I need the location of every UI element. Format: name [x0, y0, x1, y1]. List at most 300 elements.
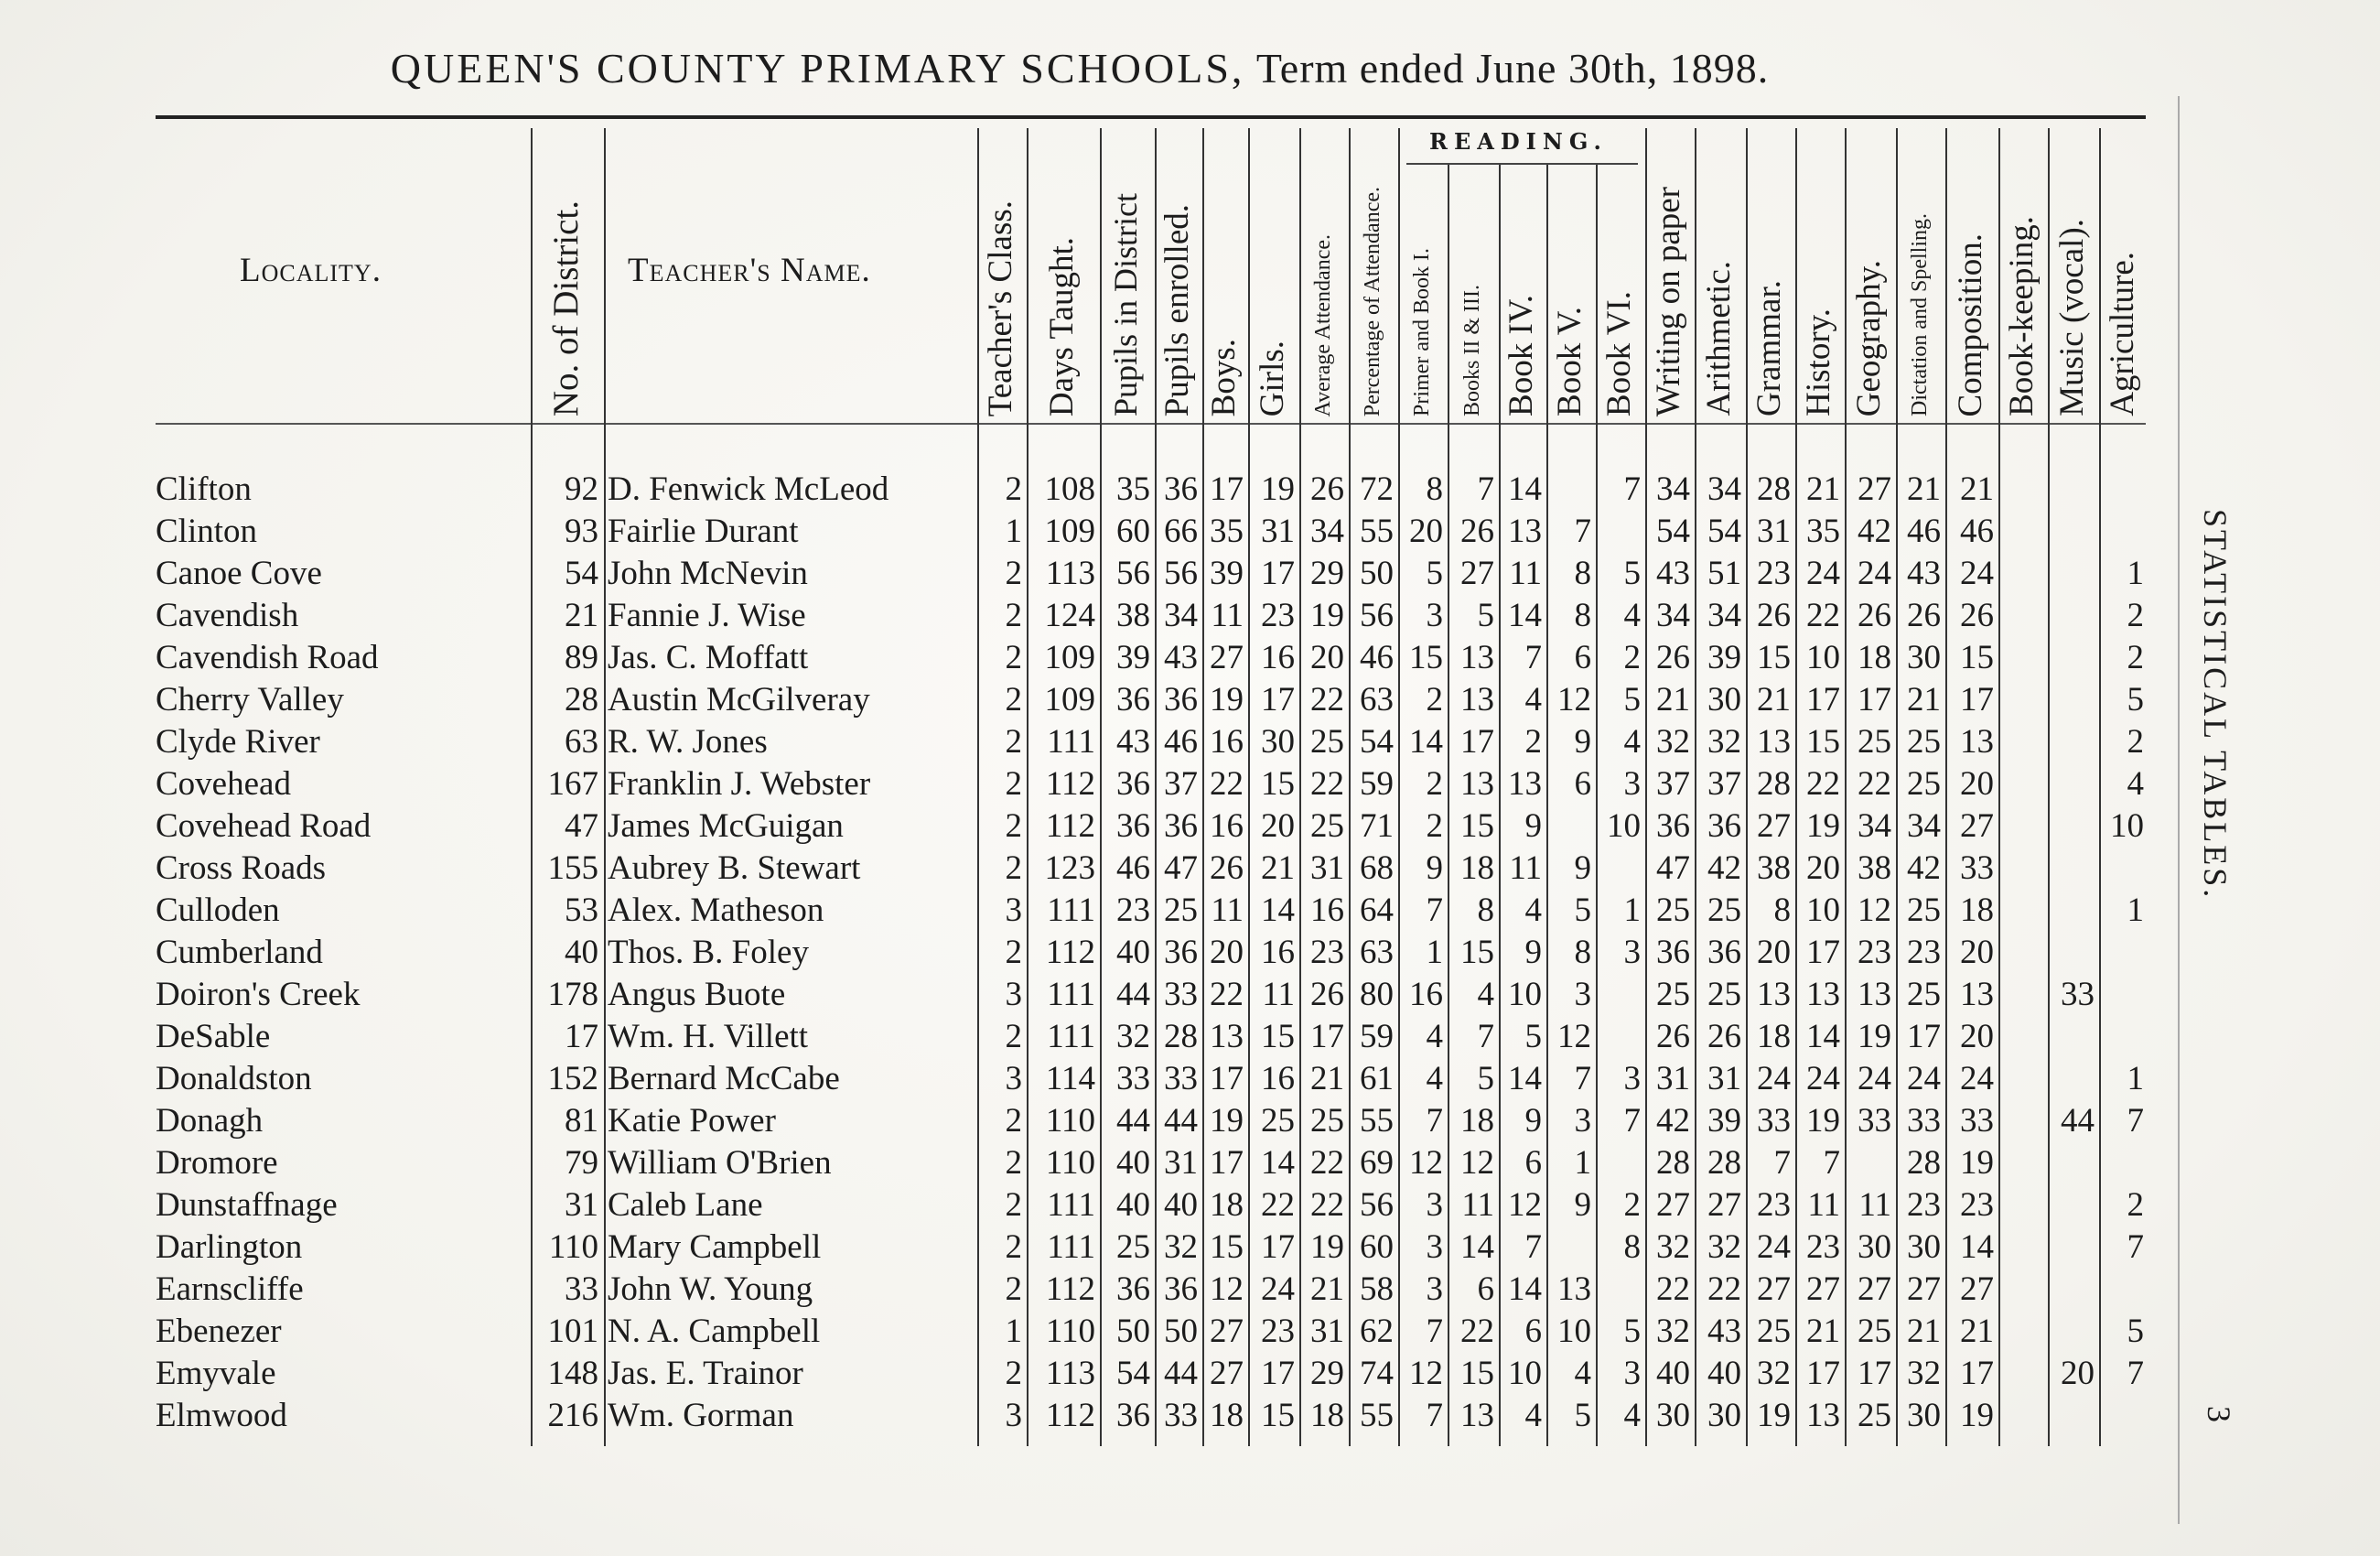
writing-on-paper-cell: 28: [1656, 1144, 1690, 1182]
header-pupils-in-district: Pupils in District: [1107, 192, 1145, 416]
district-cell: 101: [547, 1313, 598, 1350]
history-cell: 19: [1806, 807, 1840, 845]
primer-book-i-cell: 7: [1426, 1397, 1443, 1434]
girls-cell: 16: [1261, 639, 1295, 676]
girls-cell: 15: [1261, 1018, 1295, 1055]
writing-on-paper-cell: 40: [1656, 1355, 1690, 1392]
geography-cell: 27: [1858, 470, 1891, 508]
music-vocal-cell: 44: [2061, 1102, 2095, 1140]
book-v-cell: 12: [1557, 1018, 1591, 1055]
primer-book-i-cell: 12: [1409, 1355, 1443, 1392]
books-ii-iii-cell: 18: [1460, 1102, 1494, 1140]
geography-cell: 30: [1858, 1228, 1891, 1266]
locality-cell: Earnscliffe: [156, 1270, 304, 1308]
agriculture-cell: 4: [2127, 765, 2144, 803]
teachers-class-cell: 2: [1005, 1186, 1022, 1224]
average-attendance-cell: 20: [1310, 639, 1344, 676]
writing-on-paper-cell: 26: [1656, 639, 1690, 676]
boys-cell: 35: [1210, 513, 1244, 550]
percentage-attendance-cell: 69: [1360, 1144, 1394, 1182]
primer-book-i-cell: 2: [1426, 807, 1443, 845]
days-taught-cell: 112: [1045, 765, 1095, 803]
boys-cell: 27: [1210, 1313, 1244, 1350]
composition-cell: 17: [1960, 681, 1994, 719]
agriculture-cell: 1: [2127, 891, 2144, 929]
girls-cell: 14: [1261, 1144, 1295, 1182]
history-cell: 22: [1806, 765, 1840, 803]
writing-on-paper-cell: 34: [1656, 597, 1690, 634]
pupils-in-district-cell: 36: [1116, 681, 1150, 719]
primer-book-i-cell: 7: [1426, 891, 1443, 929]
girls-cell: 24: [1261, 1270, 1295, 1308]
pupils-enrolled-cell: 25: [1164, 891, 1198, 929]
average-attendance-cell: 29: [1310, 555, 1344, 592]
history-cell: 17: [1806, 681, 1840, 719]
book-v-cell: 6: [1574, 639, 1591, 676]
boys-cell: 18: [1210, 1186, 1244, 1224]
agriculture-cell: 10: [2110, 807, 2144, 845]
pupils-enrolled-cell: 46: [1164, 723, 1198, 761]
arithmetic-cell: 30: [1707, 681, 1741, 719]
average-attendance-cell: 21: [1310, 1270, 1344, 1308]
history-cell: 23: [1806, 1228, 1840, 1266]
percentage-attendance-cell: 58: [1360, 1270, 1394, 1308]
dictation-spelling-cell: 46: [1907, 513, 1941, 550]
district-cell: 40: [565, 934, 598, 971]
pupils-in-district-cell: 36: [1116, 1270, 1150, 1308]
agriculture-cell: 5: [2127, 1313, 2144, 1350]
teacher-name-cell: Jas. C. Moffatt: [608, 639, 809, 676]
dictation-spelling-cell: 25: [1907, 723, 1941, 761]
locality-cell: Dunstaffnage: [156, 1186, 338, 1224]
teachers-class-cell: 1: [1005, 513, 1022, 550]
writing-on-paper-cell: 31: [1656, 1060, 1690, 1097]
writing-on-paper-cell: 36: [1656, 934, 1690, 971]
grammar-cell: 19: [1757, 1397, 1791, 1434]
books-ii-iii-cell: 12: [1460, 1144, 1494, 1182]
boys-cell: 11: [1211, 597, 1244, 634]
days-taught-cell: 111: [1047, 1018, 1095, 1055]
arithmetic-cell: 39: [1707, 639, 1741, 676]
book-vi-cell: 3: [1623, 1060, 1641, 1097]
book-iv-cell: 4: [1524, 891, 1542, 929]
teachers-class-cell: 2: [1005, 934, 1022, 971]
books-ii-iii-cell: 4: [1477, 976, 1494, 1013]
header-teacher-name: Teacher's Name.: [628, 252, 871, 289]
average-attendance-cell: 26: [1310, 470, 1344, 508]
boys-cell: 16: [1210, 807, 1244, 845]
arithmetic-cell: 28: [1707, 1144, 1741, 1182]
boys-cell: 17: [1210, 470, 1244, 508]
geography-cell: 12: [1858, 891, 1891, 929]
teachers-class-cell: 1: [1005, 1313, 1022, 1350]
geography-cell: 24: [1858, 1060, 1891, 1097]
books-ii-iii-cell: 5: [1477, 597, 1494, 634]
composition-cell: 33: [1960, 1102, 1994, 1140]
teachers-class-cell: 2: [1005, 1228, 1022, 1266]
grammar-cell: 32: [1757, 1355, 1791, 1392]
books-ii-iii-cell: 27: [1460, 555, 1494, 592]
teachers-class-cell: 2: [1005, 1018, 1022, 1055]
grammar-cell: 28: [1757, 470, 1791, 508]
grammar-cell: 8: [1773, 891, 1791, 929]
pupils-in-district-cell: 56: [1116, 555, 1150, 592]
locality-cell: Clifton: [156, 470, 252, 508]
days-taught-cell: 111: [1047, 976, 1095, 1013]
pupils-in-district-cell: 44: [1116, 1102, 1150, 1140]
header-top-rule: [156, 115, 2146, 119]
book-v-cell: 10: [1557, 1313, 1591, 1350]
teacher-name-cell: Jas. E. Trainor: [608, 1355, 803, 1392]
header-books-ii-iii: Books II & III.: [1459, 285, 1484, 416]
books-ii-iii-cell: 17: [1460, 723, 1494, 761]
side-note-statistical-tables: STATISTICAL TABLES.: [2197, 509, 2234, 901]
average-attendance-cell: 25: [1310, 1102, 1344, 1140]
arithmetic-cell: 37: [1707, 765, 1741, 803]
books-ii-iii-cell: 13: [1460, 765, 1494, 803]
primer-book-i-cell: 3: [1426, 597, 1443, 634]
book-iv-cell: 14: [1508, 470, 1542, 508]
book-iv-cell: 7: [1524, 639, 1542, 676]
book-iv-cell: 6: [1524, 1313, 1542, 1350]
pupils-enrolled-cell: 56: [1164, 555, 1198, 592]
reading-group-rule: [1406, 163, 1638, 165]
header-book-iv: Book IV.: [1502, 295, 1540, 416]
girls-cell: 14: [1261, 891, 1295, 929]
composition-cell: 20: [1960, 934, 1994, 971]
book-iv-cell: 9: [1524, 1102, 1542, 1140]
arithmetic-cell: 26: [1707, 1018, 1741, 1055]
primer-book-i-cell: 3: [1426, 1270, 1443, 1308]
header-pupils-enrolled: Pupils enrolled.: [1158, 203, 1196, 416]
book-v-cell: 9: [1574, 849, 1591, 887]
page-title: QUEEN'S COUNTY PRIMARY SCHOOLS, Term ended June 30th, 1898.: [390, 45, 1770, 92]
locality-cell: Elmwood: [156, 1397, 287, 1434]
district-cell: 79: [565, 1144, 598, 1182]
book-vi-cell: 1: [1623, 891, 1641, 929]
writing-on-paper-cell: 47: [1656, 849, 1690, 887]
book-vi-cell: 5: [1623, 555, 1641, 592]
book-v-cell: 3: [1574, 976, 1591, 1013]
agriculture-cell: 2: [2127, 723, 2144, 761]
primer-book-i-cell: 3: [1426, 1228, 1443, 1266]
average-attendance-cell: 17: [1310, 1018, 1344, 1055]
district-cell: 33: [565, 1270, 598, 1308]
locality-cell: Clyde River: [156, 723, 320, 761]
composition-cell: 33: [1960, 849, 1994, 887]
header-days-taught: Days Taught.: [1042, 236, 1081, 416]
percentage-attendance-cell: 80: [1360, 976, 1394, 1013]
teachers-class-cell: 2: [1005, 723, 1022, 761]
books-ii-iii-cell: 13: [1460, 1397, 1494, 1434]
dictation-spelling-cell: 33: [1907, 1102, 1941, 1140]
writing-on-paper-cell: 21: [1656, 681, 1690, 719]
teacher-name-cell: Wm. H. Villett: [608, 1018, 809, 1055]
header-history: History.: [1799, 308, 1837, 416]
boys-cell: 20: [1210, 934, 1244, 971]
books-ii-iii-cell: 6: [1477, 1270, 1494, 1308]
teacher-name-cell: Bernard McCabe: [608, 1060, 840, 1097]
agriculture-cell: 7: [2127, 1102, 2144, 1140]
locality-cell: Darlington: [156, 1228, 303, 1266]
book-v-cell: 7: [1574, 513, 1591, 550]
teachers-class-cell: 2: [1005, 639, 1022, 676]
days-taught-cell: 113: [1045, 1355, 1095, 1392]
percentage-attendance-cell: 62: [1360, 1313, 1394, 1350]
girls-cell: 30: [1261, 723, 1295, 761]
teacher-name-cell: John McNevin: [608, 555, 808, 592]
days-taught-cell: 111: [1047, 891, 1095, 929]
grammar-cell: 33: [1757, 1102, 1791, 1140]
book-iv-cell: 4: [1524, 681, 1542, 719]
average-attendance-cell: 25: [1310, 807, 1344, 845]
composition-cell: 15: [1960, 639, 1994, 676]
percentage-attendance-cell: 56: [1360, 1186, 1394, 1224]
header-arithmetic: Arithmetic.: [1699, 261, 1738, 416]
percentage-attendance-cell: 63: [1360, 934, 1394, 971]
header-no-of-district: No. of District.: [545, 200, 586, 416]
days-taught-cell: 109: [1044, 513, 1095, 550]
teacher-name-cell: R. W. Jones: [608, 723, 768, 761]
geography-cell: 42: [1858, 513, 1891, 550]
book-iv-cell: 2: [1524, 723, 1542, 761]
geography-cell: 18: [1858, 639, 1891, 676]
locality-cell: Clinton: [156, 513, 258, 550]
dictation-spelling-cell: 17: [1907, 1018, 1941, 1055]
boys-cell: 22: [1210, 976, 1244, 1013]
pupils-enrolled-cell: 32: [1164, 1228, 1198, 1266]
header-grammar: Grammar.: [1750, 280, 1788, 416]
geography-cell: 13: [1858, 976, 1891, 1013]
dictation-spelling-cell: 25: [1907, 976, 1941, 1013]
column-divider: [2048, 128, 2050, 1446]
teachers-class-cell: 2: [1005, 1144, 1022, 1182]
percentage-attendance-cell: 46: [1360, 639, 1394, 676]
book-iv-cell: 6: [1524, 1144, 1542, 1182]
history-cell: 13: [1806, 1397, 1840, 1434]
primer-book-i-cell: 5: [1426, 555, 1443, 592]
pupils-enrolled-cell: 31: [1164, 1144, 1198, 1182]
girls-cell: 17: [1261, 681, 1295, 719]
composition-cell: 19: [1960, 1397, 1994, 1434]
primer-book-i-cell: 15: [1409, 639, 1443, 676]
book-vi-cell: 7: [1623, 1102, 1641, 1140]
books-ii-iii-cell: 15: [1460, 1355, 1494, 1392]
history-cell: 21: [1806, 1313, 1840, 1350]
header-reading-group: READING.: [1429, 128, 1608, 155]
book-v-cell: 5: [1574, 891, 1591, 929]
locality-cell: Cavendish Road: [156, 639, 379, 676]
dictation-spelling-cell: 23: [1907, 934, 1941, 971]
teachers-class-cell: 3: [1005, 1397, 1022, 1434]
locality-cell: Emyvale: [156, 1355, 276, 1392]
books-ii-iii-cell: 7: [1477, 470, 1494, 508]
grammar-cell: 7: [1773, 1144, 1791, 1182]
teacher-name-cell: Thos. B. Foley: [608, 934, 809, 971]
pupils-in-district-cell: 36: [1116, 807, 1150, 845]
book-vi-cell: 7: [1623, 470, 1641, 508]
locality-cell: Covehead: [156, 765, 291, 803]
days-taught-cell: 113: [1045, 555, 1095, 592]
writing-on-paper-cell: 27: [1656, 1186, 1690, 1224]
pupils-in-district-cell: 25: [1116, 1228, 1150, 1266]
composition-cell: 27: [1960, 1270, 1994, 1308]
books-ii-iii-cell: 13: [1460, 681, 1494, 719]
book-iv-cell: 10: [1508, 1355, 1542, 1392]
pupils-in-district-cell: 44: [1116, 976, 1150, 1013]
district-cell: 54: [565, 555, 598, 592]
percentage-attendance-cell: 60: [1360, 1228, 1394, 1266]
pupils-enrolled-cell: 36: [1164, 470, 1198, 508]
boys-cell: 17: [1210, 1060, 1244, 1097]
grammar-cell: 27: [1757, 807, 1791, 845]
composition-cell: 26: [1960, 597, 1994, 634]
agriculture-cell: 2: [2127, 1186, 2144, 1224]
books-ii-iii-cell: 15: [1460, 934, 1494, 971]
composition-cell: 24: [1960, 1060, 1994, 1097]
grammar-cell: 23: [1757, 1186, 1791, 1224]
teacher-name-cell: Fairlie Durant: [608, 513, 799, 550]
composition-cell: 13: [1960, 976, 1994, 1013]
header-music-vocal: Music (vocal).: [2052, 219, 2091, 416]
arithmetic-cell: 36: [1707, 934, 1741, 971]
book-iv-cell: 5: [1524, 1018, 1542, 1055]
writing-on-paper-cell: 36: [1656, 807, 1690, 845]
book-iv-cell: 10: [1508, 976, 1542, 1013]
pupils-in-district-cell: 36: [1116, 1397, 1150, 1434]
history-cell: 27: [1806, 1270, 1840, 1308]
arithmetic-cell: 30: [1707, 1397, 1741, 1434]
teacher-name-cell: James McGuigan: [608, 807, 844, 845]
agriculture-cell: 1: [2127, 555, 2144, 592]
percentage-attendance-cell: 74: [1360, 1355, 1394, 1392]
days-taught-cell: 109: [1044, 681, 1095, 719]
district-cell: 92: [565, 470, 598, 508]
pupils-enrolled-cell: 44: [1164, 1102, 1198, 1140]
average-attendance-cell: 22: [1310, 1144, 1344, 1182]
girls-cell: 11: [1262, 976, 1295, 1013]
writing-on-paper-cell: 32: [1656, 1228, 1690, 1266]
books-ii-iii-cell: 7: [1477, 1018, 1494, 1055]
pupils-in-district-cell: 40: [1116, 1144, 1150, 1182]
history-cell: 17: [1806, 934, 1840, 971]
book-vi-cell: 4: [1623, 1397, 1641, 1434]
history-cell: 7: [1823, 1144, 1840, 1182]
header-boys: Boys.: [1204, 338, 1243, 416]
locality-cell: Culloden: [156, 891, 280, 929]
pupils-in-district-cell: 46: [1116, 849, 1150, 887]
pupils-enrolled-cell: 50: [1164, 1313, 1198, 1350]
district-cell: 110: [548, 1228, 598, 1266]
header-percentage-attendance: Percentage of Attendance.: [1360, 186, 1384, 416]
district-cell: 152: [547, 1060, 598, 1097]
teacher-name-cell: Mary Campbell: [608, 1228, 822, 1266]
district-cell: 53: [565, 891, 598, 929]
primer-book-i-cell: 7: [1426, 1102, 1443, 1140]
percentage-attendance-cell: 59: [1360, 1018, 1394, 1055]
agriculture-cell: 7: [2127, 1228, 2144, 1266]
grammar-cell: 24: [1757, 1228, 1791, 1266]
agriculture-cell: 7: [2127, 1355, 2144, 1392]
history-cell: 17: [1806, 1355, 1840, 1392]
book-v-cell: 4: [1574, 1355, 1591, 1392]
average-attendance-cell: 19: [1310, 597, 1344, 634]
grammar-cell: 28: [1757, 765, 1791, 803]
dictation-spelling-cell: 26: [1907, 597, 1941, 634]
teachers-class-cell: 2: [1005, 765, 1022, 803]
average-attendance-cell: 31: [1310, 1313, 1344, 1350]
header-locality: Locality.: [240, 252, 382, 289]
history-cell: 24: [1806, 555, 1840, 592]
grammar-cell: 18: [1757, 1018, 1791, 1055]
composition-cell: 24: [1960, 555, 1994, 592]
history-cell: 22: [1806, 597, 1840, 634]
pupils-enrolled-cell: 36: [1164, 807, 1198, 845]
book-vi-cell: 2: [1623, 639, 1641, 676]
teachers-class-cell: 2: [1005, 555, 1022, 592]
pupils-in-district-cell: 50: [1116, 1313, 1150, 1350]
book-v-cell: 8: [1574, 555, 1591, 592]
dictation-spelling-cell: 42: [1907, 849, 1941, 887]
writing-on-paper-cell: 34: [1656, 470, 1690, 508]
days-taught-cell: 109: [1044, 639, 1095, 676]
pupils-in-district-cell: 38: [1116, 597, 1150, 634]
pupils-enrolled-cell: 34: [1164, 597, 1198, 634]
grammar-cell: 31: [1757, 513, 1791, 550]
girls-cell: 16: [1261, 1060, 1295, 1097]
book-v-cell: 1: [1574, 1144, 1591, 1182]
district-cell: 216: [547, 1397, 598, 1434]
writing-on-paper-cell: 25: [1656, 976, 1690, 1013]
teacher-name-cell: Fannie J. Wise: [608, 597, 806, 634]
arithmetic-cell: 32: [1707, 1228, 1741, 1266]
history-cell: 10: [1806, 891, 1840, 929]
book-v-cell: 8: [1574, 597, 1591, 634]
music-vocal-cell: 33: [2061, 976, 2095, 1013]
teacher-name-cell: Wm. Gorman: [608, 1397, 794, 1434]
writing-on-paper-cell: 54: [1656, 513, 1690, 550]
girls-cell: 17: [1261, 555, 1295, 592]
pupils-enrolled-cell: 37: [1164, 765, 1198, 803]
primer-book-i-cell: 9: [1426, 849, 1443, 887]
dictation-spelling-cell: 24: [1907, 1060, 1941, 1097]
header-dictation-spelling: Dictation and Spelling.: [1907, 213, 1932, 416]
district-cell: 167: [547, 765, 598, 803]
book-iv-cell: 14: [1508, 1060, 1542, 1097]
teachers-class-cell: 2: [1005, 1355, 1022, 1392]
writing-on-paper-cell: 25: [1656, 891, 1690, 929]
teachers-class-cell: 2: [1005, 681, 1022, 719]
boys-cell: 16: [1210, 723, 1244, 761]
average-attendance-cell: 34: [1310, 513, 1344, 550]
average-attendance-cell: 18: [1310, 1397, 1344, 1434]
geography-cell: 34: [1858, 807, 1891, 845]
geography-cell: 11: [1858, 1186, 1891, 1224]
teacher-name-cell: Franklin J. Webster: [608, 765, 871, 803]
locality-cell: Ebenezer: [156, 1313, 282, 1350]
boys-cell: 12: [1210, 1270, 1244, 1308]
pupils-enrolled-cell: 36: [1164, 934, 1198, 971]
arithmetic-cell: 51: [1707, 555, 1741, 592]
book-vi-cell: 10: [1607, 807, 1641, 845]
district-cell: 17: [565, 1018, 598, 1055]
history-cell: 21: [1806, 470, 1840, 508]
days-taught-cell: 114: [1045, 1060, 1095, 1097]
header-bottom-rule: [156, 423, 2146, 425]
writing-on-paper-cell: 32: [1656, 723, 1690, 761]
pupils-in-district-cell: 35: [1116, 470, 1150, 508]
books-ii-iii-cell: 22: [1460, 1313, 1494, 1350]
